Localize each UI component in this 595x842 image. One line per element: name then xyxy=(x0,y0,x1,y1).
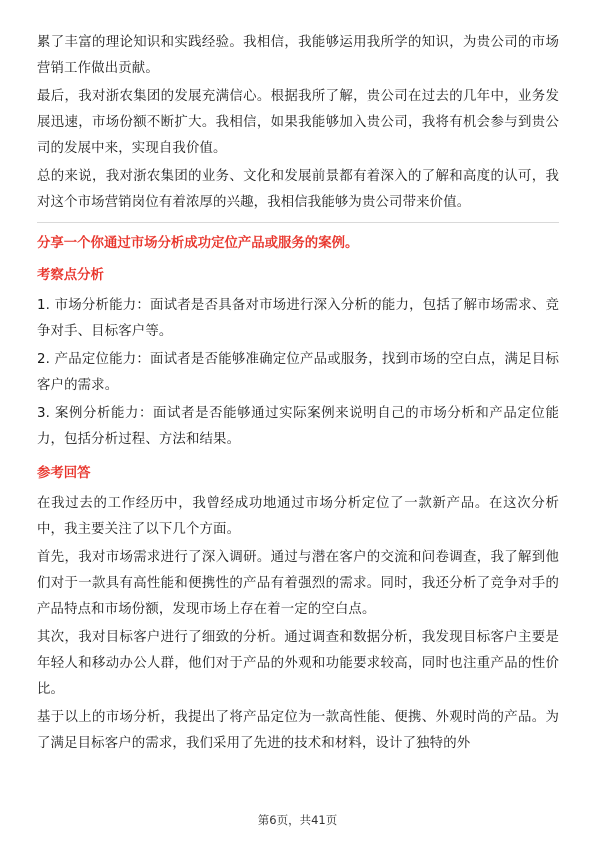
section-gap xyxy=(37,455,559,463)
question-title: 分享一个你通过市场分析成功定位产品或服务的案例。 xyxy=(37,236,359,251)
analysis-heading: 考察点分析 xyxy=(37,268,104,283)
analysis-item-2: 2. 产品定位能力：面试者是否能够准确定位产品或服务，找到市场的空白点，满足目标客户的需求。 xyxy=(37,352,559,393)
intro-paragraph-3: 总的来说，我对浙农集团的业务、文化和发展前景都有着深入的了解和高度的认可，我对这个市场营销岗位有着浓厚的兴趣，我相信我能够为贵公司带来价值。 xyxy=(37,169,559,210)
document-page xyxy=(37,30,559,759)
answer-paragraph-1: 在我过去的工作经历中，我曾经成功地通过市场分析定位了一款新产品。在这次分析中，我主要关注了以下几个方面。 xyxy=(37,496,559,537)
analysis-item-1: 1. 市场分析能力：面试者是否具备对市场进行深入分析的能力，包括了解市场需求、竞争对手、目标客户等。 xyxy=(37,298,559,339)
answer-paragraph-3: 其次，我对目标客户进行了细致的分析。通过调查和数据分析，我发现目标客户主要是年轻人和移动办公人群，他们对于产品的外观和功能要求较高，同时也注重产品的性价比。 xyxy=(37,630,559,697)
answer-paragraph-4: 基于以上的市场分析，我提出了将产品定位为一款高性能、便携、外观时尚的产品。为了满足目标客户的需求，我们采用了先进的技术和材料，设计了独特的外 xyxy=(37,710,559,751)
section-divider xyxy=(37,222,559,223)
analysis-item-3: 3. 案例分析能力：面试者是否能够通过实际案例来说明自己的市场分析和产品定位能力，包括分析过程、方法和结果。 xyxy=(37,406,559,447)
page-footer: 第6页，共41页 xyxy=(257,813,338,827)
intro-paragraph-1: 累了丰富的理论知识和实践经验。我相信，我能够运用我所学的知识，为贵公司的市场营销工作做出贡献。 xyxy=(37,35,559,76)
intro-paragraph-2: 最后，我对浙农集团的发展充满信心。根据我所了解，贵公司在过去的几年中，业务发展迅速，市场份额不断扩大。我相信，如果我能够加入贵公司，我将有机会参与到贵公司的发展中来，实现自我价值。 xyxy=(37,89,559,156)
answer-heading: 参考回答 xyxy=(37,466,91,481)
answer-paragraph-2: 首先，我对市场需求进行了深入调研。通过与潜在客户的交流和问卷调查，我了解到他们对于一款具有高性能和便携性的产品有着强烈的需求。同时，我还分析了竞争对手的产品特点和市场份额，发现市场上存在着一定的空白点。 xyxy=(37,550,559,617)
